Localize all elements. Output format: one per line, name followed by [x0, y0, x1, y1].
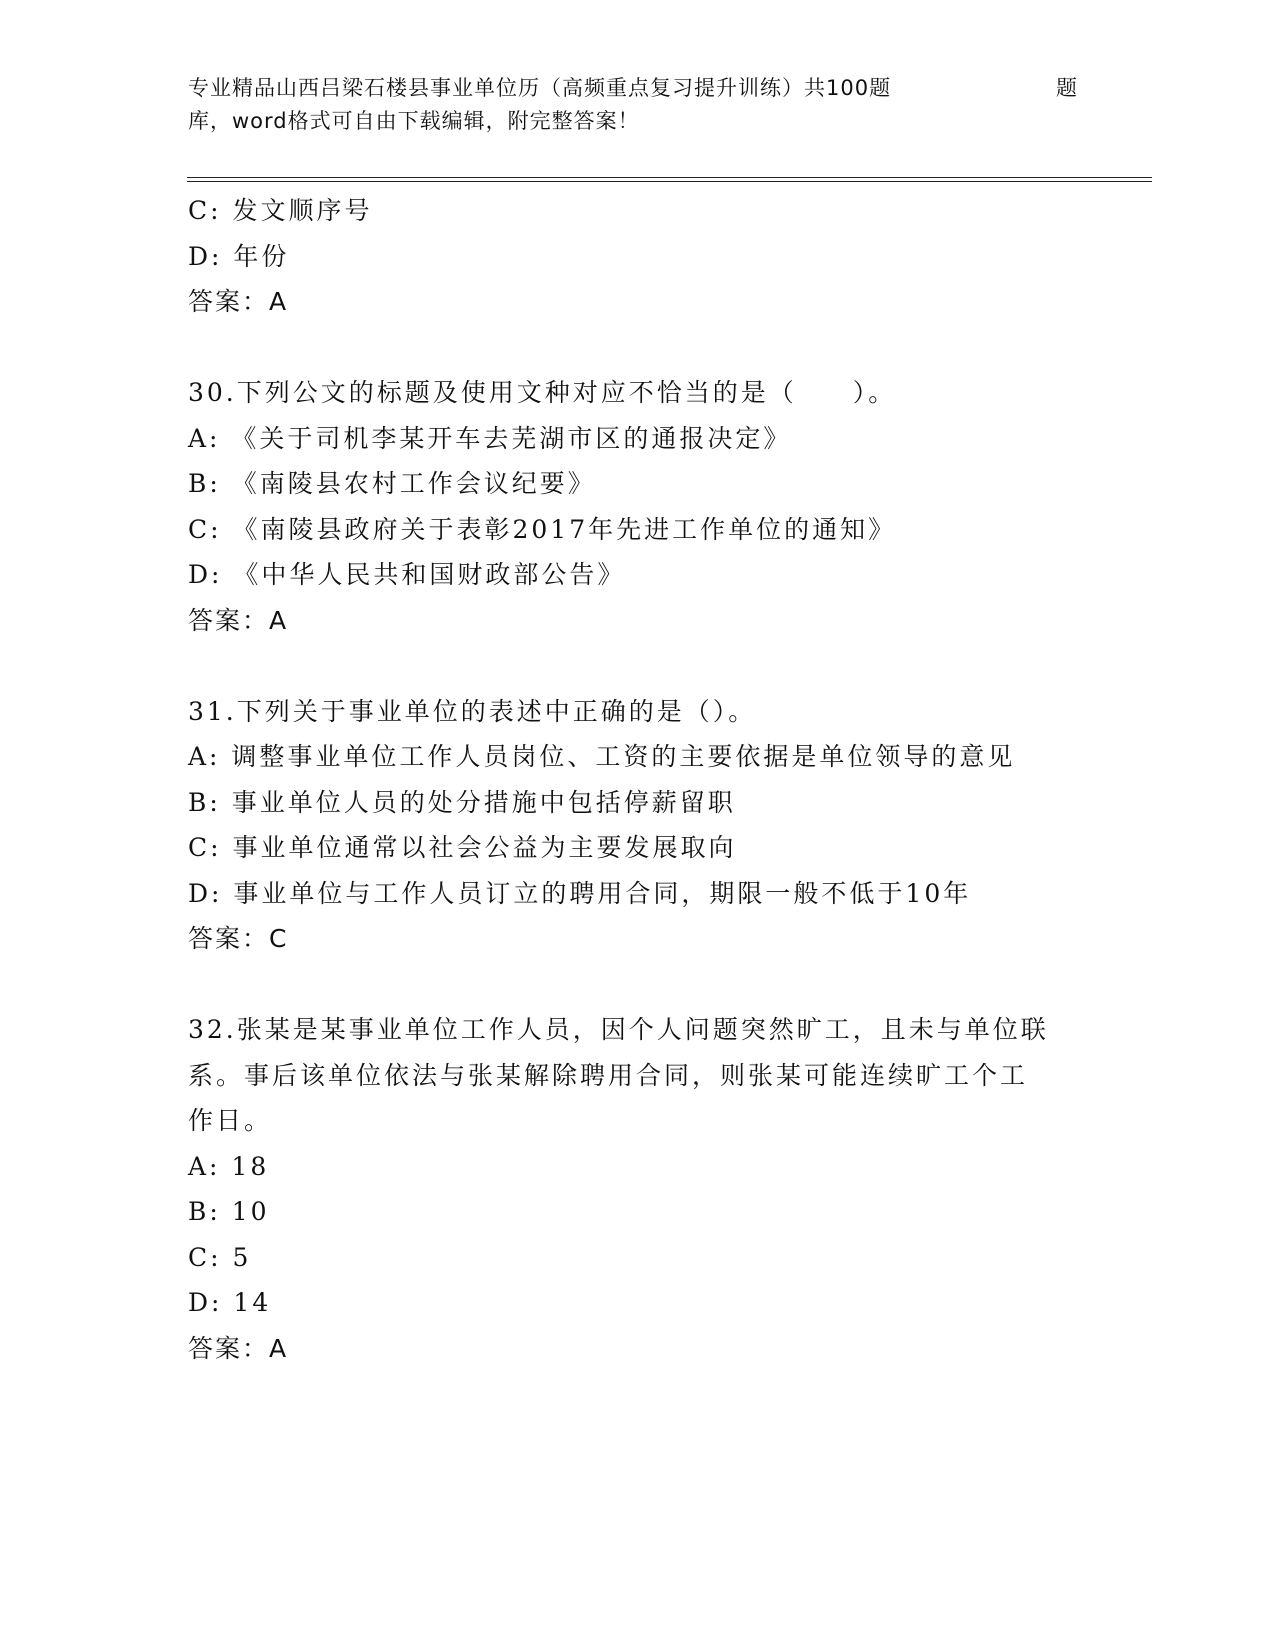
document-header	[188, 72, 1088, 138]
header-line-1: 专业精品山西吕梁石楼县事业单位历（高频重点复习提升训练）共100题	[188, 76, 892, 100]
option-a: A: 《关于司机李某开车去芜湖市区的通报决定》	[188, 423, 792, 453]
option-d: D: 年份	[188, 241, 290, 271]
option-c: C: 事业单位通常以社会公益为主要发展取向	[188, 833, 737, 862]
answer-line: 答案：A	[188, 605, 289, 635]
header-divider-bottom	[187, 181, 1152, 182]
answer-line: 答案：A	[188, 287, 289, 316]
option-b: B: 10	[188, 1197, 270, 1226]
option-c: C: 发文顺序号	[188, 196, 373, 225]
header-line-2: 库，word格式可自由下载编辑，附完整答案！	[188, 109, 640, 133]
question-30	[188, 370, 1088, 643]
spacer	[188, 325, 1088, 371]
option-d: D: 《中华人民共和国财政部公告》	[188, 560, 626, 589]
option-d: D: 事业单位与工作人员订立的聘用合同，期限一般不低于10年	[188, 878, 972, 908]
option-c: C: 5	[188, 1242, 252, 1272]
question-29-tail	[188, 188, 1088, 325]
header-divider-top	[187, 177, 1152, 178]
question-stem-line-2: 系。事后该单位依法与张某解除聘用合同，则张某可能连续旷工个工	[188, 1060, 1029, 1090]
option-a: A: 18	[188, 1151, 270, 1181]
spacer	[188, 643, 1088, 689]
question-stem: 31.下列关于事业单位的表述中正确的是（）。	[188, 696, 757, 726]
question-content	[188, 188, 1088, 1371]
answer-line: 答案：A	[188, 1333, 289, 1363]
question-31	[188, 689, 1088, 962]
answer-line: 答案：C	[188, 924, 289, 953]
spacer	[188, 962, 1088, 1008]
question-stem-line-3: 作日。	[188, 1106, 273, 1135]
header-line-1-tail: 题	[1056, 76, 1078, 100]
option-d: D: 14	[188, 1288, 272, 1317]
question-stem: 30.下列公文的标题及使用文种对应不恰当的是（ ）。	[188, 378, 897, 407]
option-b: B: 《南陵县农村工作会议纪要》	[188, 469, 596, 498]
option-b: B: 事业单位人员的处分措施中包括停薪留职	[188, 787, 736, 817]
question-stem-line-1: 32.张某是某事业单位工作人员，因个人问题突然旷工，且未与单位联	[188, 1015, 1049, 1044]
option-a: A: 调整事业单位工作人员岗位、工资的主要依据是单位领导的意见	[188, 742, 1016, 771]
question-32	[188, 1007, 1088, 1371]
option-c: C: 《南陵县政府关于表彰2017年先进工作单位的通知》	[188, 514, 897, 544]
